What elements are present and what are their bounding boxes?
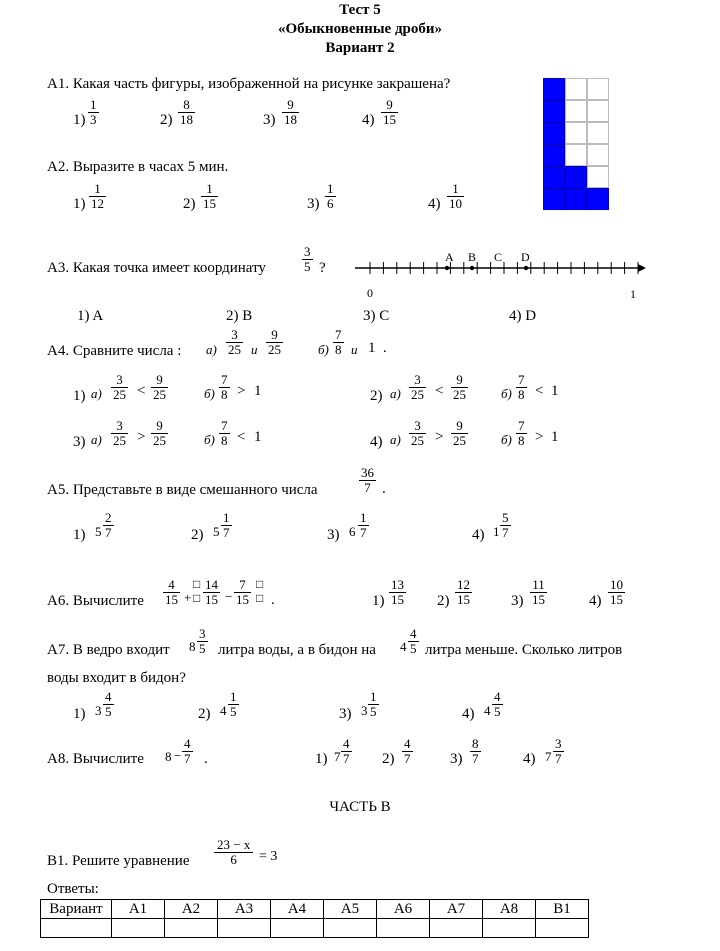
answer-cell[interactable] — [536, 919, 589, 938]
left-bracket: □ □ — [193, 577, 201, 605]
a8-option-fraction[interactable]: $\frac{8}{7}$ — [472, 736, 479, 766]
grid-cell — [587, 100, 609, 122]
fraction: $\frac{3}{25}$ — [113, 418, 126, 448]
a1-option-num: 2) — [160, 112, 173, 128]
a8-option-num: 2) — [382, 751, 395, 767]
a7-option-fraction[interactable]: $\frac{4}{5}$ — [105, 689, 112, 719]
test-subtitle: «Обыкновенные дроби» — [277, 21, 443, 37]
header-cell: А7 — [430, 900, 483, 919]
point-c-marker — [524, 266, 528, 270]
fraction: $\frac{4}{5}$ — [410, 626, 417, 656]
a8-option-fraction[interactable]: $\frac{3}{7}$ — [555, 736, 562, 766]
a7-text-line2: воды входит в бидон? — [47, 670, 186, 686]
a5-option-num: 4) — [472, 527, 485, 543]
whole-part: 5 — [95, 524, 102, 539]
header-cell: В1 — [536, 900, 589, 919]
a2-question: А2. Выразите в часах 5 мин. — [47, 159, 229, 175]
fraction: $\frac{3}{25}$ — [113, 372, 126, 402]
a4-and: и — [351, 342, 358, 357]
answer-cell[interactable] — [483, 919, 536, 938]
header-cell: Вариант — [41, 900, 112, 919]
grid-cell — [543, 122, 565, 144]
a4-b-label: б) — [501, 432, 512, 447]
one-label: 1 — [630, 287, 636, 301]
compare-sign: < — [535, 383, 544, 399]
fraction: $\frac{3}{5}$ — [199, 626, 206, 656]
minus-sign: − — [174, 748, 182, 763]
answers-table — [40, 899, 589, 938]
a1-option-fraction[interactable]: $\frac{9}{15}$ — [383, 97, 396, 127]
fraction: $\frac{7}{8}$ — [221, 372, 228, 402]
grid-cell — [587, 122, 609, 144]
a1-option-fraction[interactable]: $\frac{1}{3}$ — [90, 97, 97, 127]
point-c-label: C — [494, 250, 503, 264]
point-b-marker — [470, 266, 474, 270]
grid-cell — [587, 144, 609, 166]
a5-option-fraction[interactable]: $\frac{5}{7}$ — [502, 510, 509, 540]
fraction: $\frac{7}{15}$ — [236, 577, 249, 607]
a6-question: А6. Вычислите — [47, 593, 144, 609]
point-d-label: D — [521, 250, 530, 264]
a2-option-num: 3) — [307, 196, 320, 212]
whole-part: 4 — [400, 639, 407, 654]
compare-sign: < — [237, 429, 246, 445]
a1-option-fraction[interactable]: $\frac{8}{18}$ — [180, 97, 193, 127]
fraction: $\frac{7}{8}$ — [518, 418, 525, 448]
a5-option-num: 3) — [327, 527, 340, 543]
a7-text-part3: литра меньше. Сколько литров — [425, 642, 623, 658]
answer-cell[interactable] — [218, 919, 271, 938]
point-b-label: B — [468, 250, 477, 264]
a4-a-label: а) — [91, 432, 102, 447]
one: 1 — [551, 383, 559, 399]
fraction: $\frac{9}{25}$ — [453, 372, 466, 402]
a5-option-fraction[interactable]: $\frac{1}{7}$ — [360, 510, 367, 540]
grid-cell — [543, 78, 565, 100]
a2-option-fraction[interactable]: $\frac{1}{12}$ — [91, 181, 104, 211]
fraction: $\frac{7}{8}$ — [221, 418, 228, 448]
a5-dot: . — [382, 481, 386, 497]
header-cell: А8 — [483, 900, 536, 919]
a4-and: и — [251, 342, 258, 357]
grid-cell — [587, 188, 609, 210]
fraction: $\frac{4}{15}$ — [165, 577, 178, 607]
grid-cell — [543, 144, 565, 166]
whole-part: 3 — [95, 703, 102, 718]
a4-b-label: б) — [318, 342, 329, 357]
answer-cell[interactable] — [112, 919, 165, 938]
shaded-figure — [543, 78, 609, 211]
fraction: $\frac{9}{25}$ — [453, 418, 466, 448]
whole-part: 7 — [334, 749, 341, 764]
header-cell: А5 — [324, 900, 377, 919]
a2-option-num: 2) — [183, 196, 196, 212]
header-cell: А1 — [112, 900, 165, 919]
compare-sign: < — [137, 383, 146, 399]
a3-option[interactable]: 2) B — [226, 308, 253, 324]
zero-label: 0 — [367, 286, 373, 300]
answer-cell[interactable] — [377, 919, 430, 938]
a4-fraction-7-8: $\frac{7}{8}$ — [335, 327, 342, 357]
fraction: $\frac{3}{25}$ — [411, 418, 424, 448]
a5-option-num: 2) — [191, 527, 204, 543]
grid-cell — [565, 78, 587, 100]
whole-part: 7 — [545, 749, 552, 764]
answers-label: Ответы: — [47, 881, 99, 897]
a2-option-num: 4) — [428, 196, 441, 212]
a4-option-num: 2) — [370, 388, 383, 404]
grid-cell — [587, 78, 609, 100]
a4-dot: . — [383, 340, 387, 356]
a5-option-fraction[interactable]: $\frac{1}{7}$ — [223, 510, 230, 540]
point-a-marker — [445, 266, 449, 270]
variant-label: Вариант 2 — [325, 40, 395, 56]
a5-option-num: 1) — [73, 527, 86, 543]
answer-cell[interactable] — [271, 919, 324, 938]
a6-option-fraction[interactable]: $\frac{13}{15}$ — [391, 577, 404, 607]
a2-option-fraction[interactable]: $\frac{1}{6}$ — [327, 181, 334, 211]
a8-option-fraction[interactable]: $\frac{4}{7}$ — [404, 736, 411, 766]
a6-option-num: 4) — [589, 593, 602, 609]
a4-one: 1 — [368, 340, 376, 356]
a3-option[interactable]: 4) D — [509, 308, 537, 324]
a7-option-num: 1) — [73, 706, 86, 722]
grid-cell — [543, 100, 565, 122]
test-title: Тест 5 — [339, 2, 381, 18]
a2-option-num: 1) — [73, 196, 86, 212]
a7-text-part2: литра воды, а в бидон на — [218, 642, 376, 658]
number-line — [350, 246, 650, 304]
a1-question: А1. Какая часть фигуры, изображенной на рисунке закрашена? — [47, 76, 451, 92]
answer-cell[interactable] — [41, 919, 112, 938]
fraction: $\frac{14}{15}$ — [205, 577, 218, 607]
b1-fraction: $\frac{23 - x}{6}$ — [214, 838, 253, 867]
compare-sign: > — [237, 383, 246, 399]
grid-cell — [565, 100, 587, 122]
fraction: $\frac{7}{8}$ — [518, 372, 525, 402]
a4-question: А4. Сравните числа : — [47, 343, 182, 359]
a6-option-num: 2) — [437, 593, 450, 609]
a6-option-num: 3) — [511, 593, 524, 609]
answer-cell[interactable] — [165, 919, 218, 938]
answer-cell[interactable] — [324, 919, 377, 938]
a4-option-num: 4) — [370, 434, 383, 450]
a8-option-num: 4) — [523, 751, 536, 767]
number-line-ticks — [370, 262, 638, 274]
whole-part: 5 — [213, 524, 220, 539]
a3-option[interactable]: 3) C — [363, 308, 390, 324]
fraction: $\frac{4}{7}$ — [184, 736, 191, 766]
a4-b-label: б) — [204, 386, 215, 401]
whole-part: 4 — [484, 703, 491, 718]
a5-fraction: $\frac{36}{7}$ — [361, 465, 374, 495]
a3-option[interactable]: 1) A — [77, 308, 104, 324]
a7-option-fraction[interactable]: $\frac{1}{5}$ — [230, 689, 237, 719]
point-a-label: A — [445, 250, 454, 264]
a3-coordinate-fraction: $\frac{3}{5}$ — [304, 244, 311, 274]
fraction: $\frac{9}{25}$ — [153, 372, 166, 402]
compare-sign: > — [535, 429, 544, 445]
a7-option-num: 3) — [339, 706, 352, 722]
a5-option-fraction[interactable]: $\frac{2}{7}$ — [105, 510, 112, 540]
fraction: $\frac{9}{25}$ — [153, 418, 166, 448]
a6-dot: . — [271, 592, 275, 608]
a1-option-num: 4) — [362, 112, 375, 128]
a4-a-label: а) — [91, 386, 102, 401]
a6-option-fraction[interactable]: $\frac{12}{15}$ — [457, 577, 470, 607]
a4-a-label: а) — [390, 386, 401, 401]
b1-rhs: = 3 — [259, 849, 278, 864]
a8-question: А8. Вычислите — [47, 751, 144, 767]
a4-b-label: б) — [501, 386, 512, 401]
whole-part: 4 — [220, 703, 227, 718]
header-cell: А6 — [377, 900, 430, 919]
a4-fraction-9-25: $\frac{9}{25}$ — [268, 327, 281, 357]
grid-cell — [543, 188, 565, 210]
a8-option-fraction[interactable]: $\frac{4}{7}$ — [343, 736, 350, 766]
grid-cell — [587, 166, 609, 188]
header-cell: А2 — [165, 900, 218, 919]
a7-option-fraction[interactable]: $\frac{4}{5}$ — [494, 689, 501, 719]
answer-cell[interactable] — [430, 919, 483, 938]
compare-sign: > — [137, 429, 146, 445]
a7-option-fraction[interactable]: $\frac{1}{5}$ — [370, 689, 377, 719]
whole-part: 3 — [361, 703, 368, 718]
a1-option-num: 1) — [73, 112, 86, 128]
whole-part: 8 — [189, 639, 196, 654]
a7-option-num: 4) — [462, 706, 475, 722]
a1-option-fraction[interactable]: $\frac{9}{18}$ — [284, 97, 297, 127]
a6-option-num: 1) — [372, 593, 385, 609]
a3-question-mark: ? — [319, 260, 326, 276]
a4-a-label: а) — [390, 432, 401, 447]
a4-a-label: а) — [206, 342, 217, 357]
answers-header-row — [41, 900, 589, 919]
compare-sign: > — [435, 429, 444, 445]
a3-question: А3. Какая точка имеет координату — [47, 260, 266, 276]
part-b-title: ЧАСТЬ В — [329, 799, 391, 815]
minus-sign: − — [225, 589, 233, 604]
a2-option-fraction[interactable]: $\frac{1}{15}$ — [203, 181, 216, 211]
a6-option-fraction[interactable]: $\frac{11}{15}$ — [532, 577, 545, 607]
whole-part: 8 — [165, 749, 172, 764]
a6-option-fraction[interactable]: $\frac{10}{15}$ — [610, 577, 623, 607]
a8-option-num: 3) — [450, 751, 463, 767]
plus-sign: + — [184, 590, 192, 605]
fraction: $\frac{3}{25}$ — [411, 372, 424, 402]
a4-b-label: б) — [204, 432, 215, 447]
a5-question: А5. Представьте в виде смешанного числа — [47, 482, 318, 498]
b1-question: В1. Решите уравнение — [47, 853, 190, 869]
a1-option-num: 3) — [263, 112, 276, 128]
a8-option-num: 1) — [315, 751, 328, 767]
a2-option-fraction[interactable]: $\frac{1}{10}$ — [449, 181, 462, 211]
answers-input-row — [41, 919, 589, 938]
one: 1 — [254, 383, 262, 399]
a8-dot: . — [204, 751, 208, 767]
header-cell: А4 — [271, 900, 324, 919]
whole-part: 1 — [493, 524, 500, 539]
grid-cell — [565, 188, 587, 210]
one: 1 — [551, 429, 559, 445]
header-cell: А3 — [218, 900, 271, 919]
a4-option-num: 1) — [73, 388, 86, 404]
grid-cell — [565, 122, 587, 144]
grid-cell — [565, 166, 587, 188]
whole-part: 6 — [349, 524, 356, 539]
a7-option-num: 2) — [198, 706, 211, 722]
a4-option-num: 3) — [73, 434, 86, 450]
a4-fraction-3-25: $\frac{3}{25}$ — [228, 327, 241, 357]
number-line-arrow — [638, 264, 646, 272]
grid-cell — [543, 166, 565, 188]
compare-sign: < — [435, 383, 444, 399]
grid-cell — [565, 144, 587, 166]
one: 1 — [254, 429, 262, 445]
right-bracket: □ □ — [256, 577, 264, 605]
a7-text-part1: А7. В ведро входит — [47, 642, 170, 658]
